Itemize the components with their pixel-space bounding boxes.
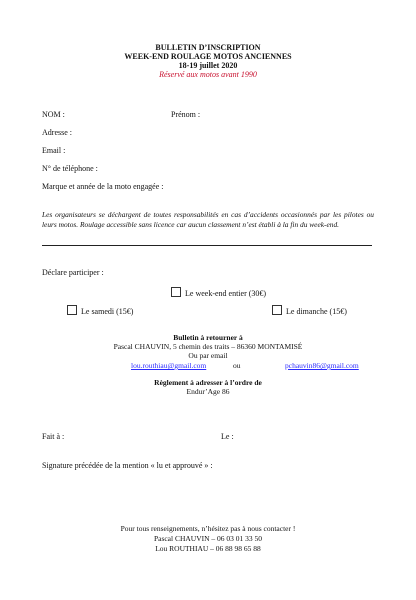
contact-pascal: Pascal CHAUVIN – 06 03 01 33 50 xyxy=(153,534,263,543)
dimanche-checkbox[interactable] xyxy=(272,305,282,315)
contact-lou: Lou ROUTHIAU – 06 88 98 65 88 xyxy=(155,544,261,553)
option-dimanche[interactable] xyxy=(272,305,347,317)
return-title: Bulletin à retourner à xyxy=(173,333,243,342)
contact-intro: Pour tous renseignements, n’hésitez pas à nous contacter ! xyxy=(120,524,296,533)
weekend-checkbox[interactable] xyxy=(171,287,181,297)
le-label: Le : xyxy=(221,432,234,441)
signature-label: Signature précédée de la mention « lu et approuvé » : xyxy=(42,461,213,470)
event-title: WEEK-END ROULAGE MOTOS ANCIENNES xyxy=(124,52,292,61)
participation-label: Déclare participer : xyxy=(42,268,104,277)
nom-label: NOM : xyxy=(42,110,65,119)
form-title: BULLETIN D’INSCRIPTION xyxy=(155,43,261,52)
option-samedi-label: Le samedi (15€) xyxy=(81,307,134,316)
option-dimanche-label: Le dimanche (15€) xyxy=(286,307,347,316)
option-samedi[interactable] xyxy=(67,305,133,317)
email-label: Email : xyxy=(42,146,66,155)
payment-payee: Endur’Age 86 xyxy=(186,387,230,396)
disclaimer: Les organisateurs se déchargent de toutes responsabilités en cas d’accidents occasionnés par les pilotes ou leurs motos. Roulage accessible sans licence car aucun classement n’est établi à la fin du week-end. xyxy=(42,210,374,230)
return-address: Pascal CHAUVIN, 5 chemin des traits – 86360 MONTAMISÉ xyxy=(113,342,303,351)
event-date: 18-19 juillet 2020 xyxy=(178,61,238,70)
moto-label: Marque et année de la moto engagée : xyxy=(42,182,164,191)
fait-label: Fait à : xyxy=(42,432,65,441)
samedi-checkbox[interactable] xyxy=(67,305,77,315)
divider xyxy=(42,245,372,246)
or-separator: ou xyxy=(233,361,241,370)
option-weekend-label: Le week-end entier (30€) xyxy=(185,289,267,298)
payment-title: Règlement à adresser à l’ordre de xyxy=(154,378,262,387)
return-or-mail: Ou par email xyxy=(188,351,228,360)
option-weekend[interactable] xyxy=(171,287,266,299)
telephone-label: N° de téléphone : xyxy=(42,164,98,173)
adresse-label: Adresse : xyxy=(42,128,72,137)
prenom-label: Prénom : xyxy=(171,110,201,119)
email-link-pascal[interactable]: pchauvin86@gmail.com xyxy=(285,361,359,370)
reserved-note: Réservé aux motos avant 1990 xyxy=(159,70,257,79)
email-link-lou[interactable]: lou.routhiau@gmail.com xyxy=(131,361,207,370)
